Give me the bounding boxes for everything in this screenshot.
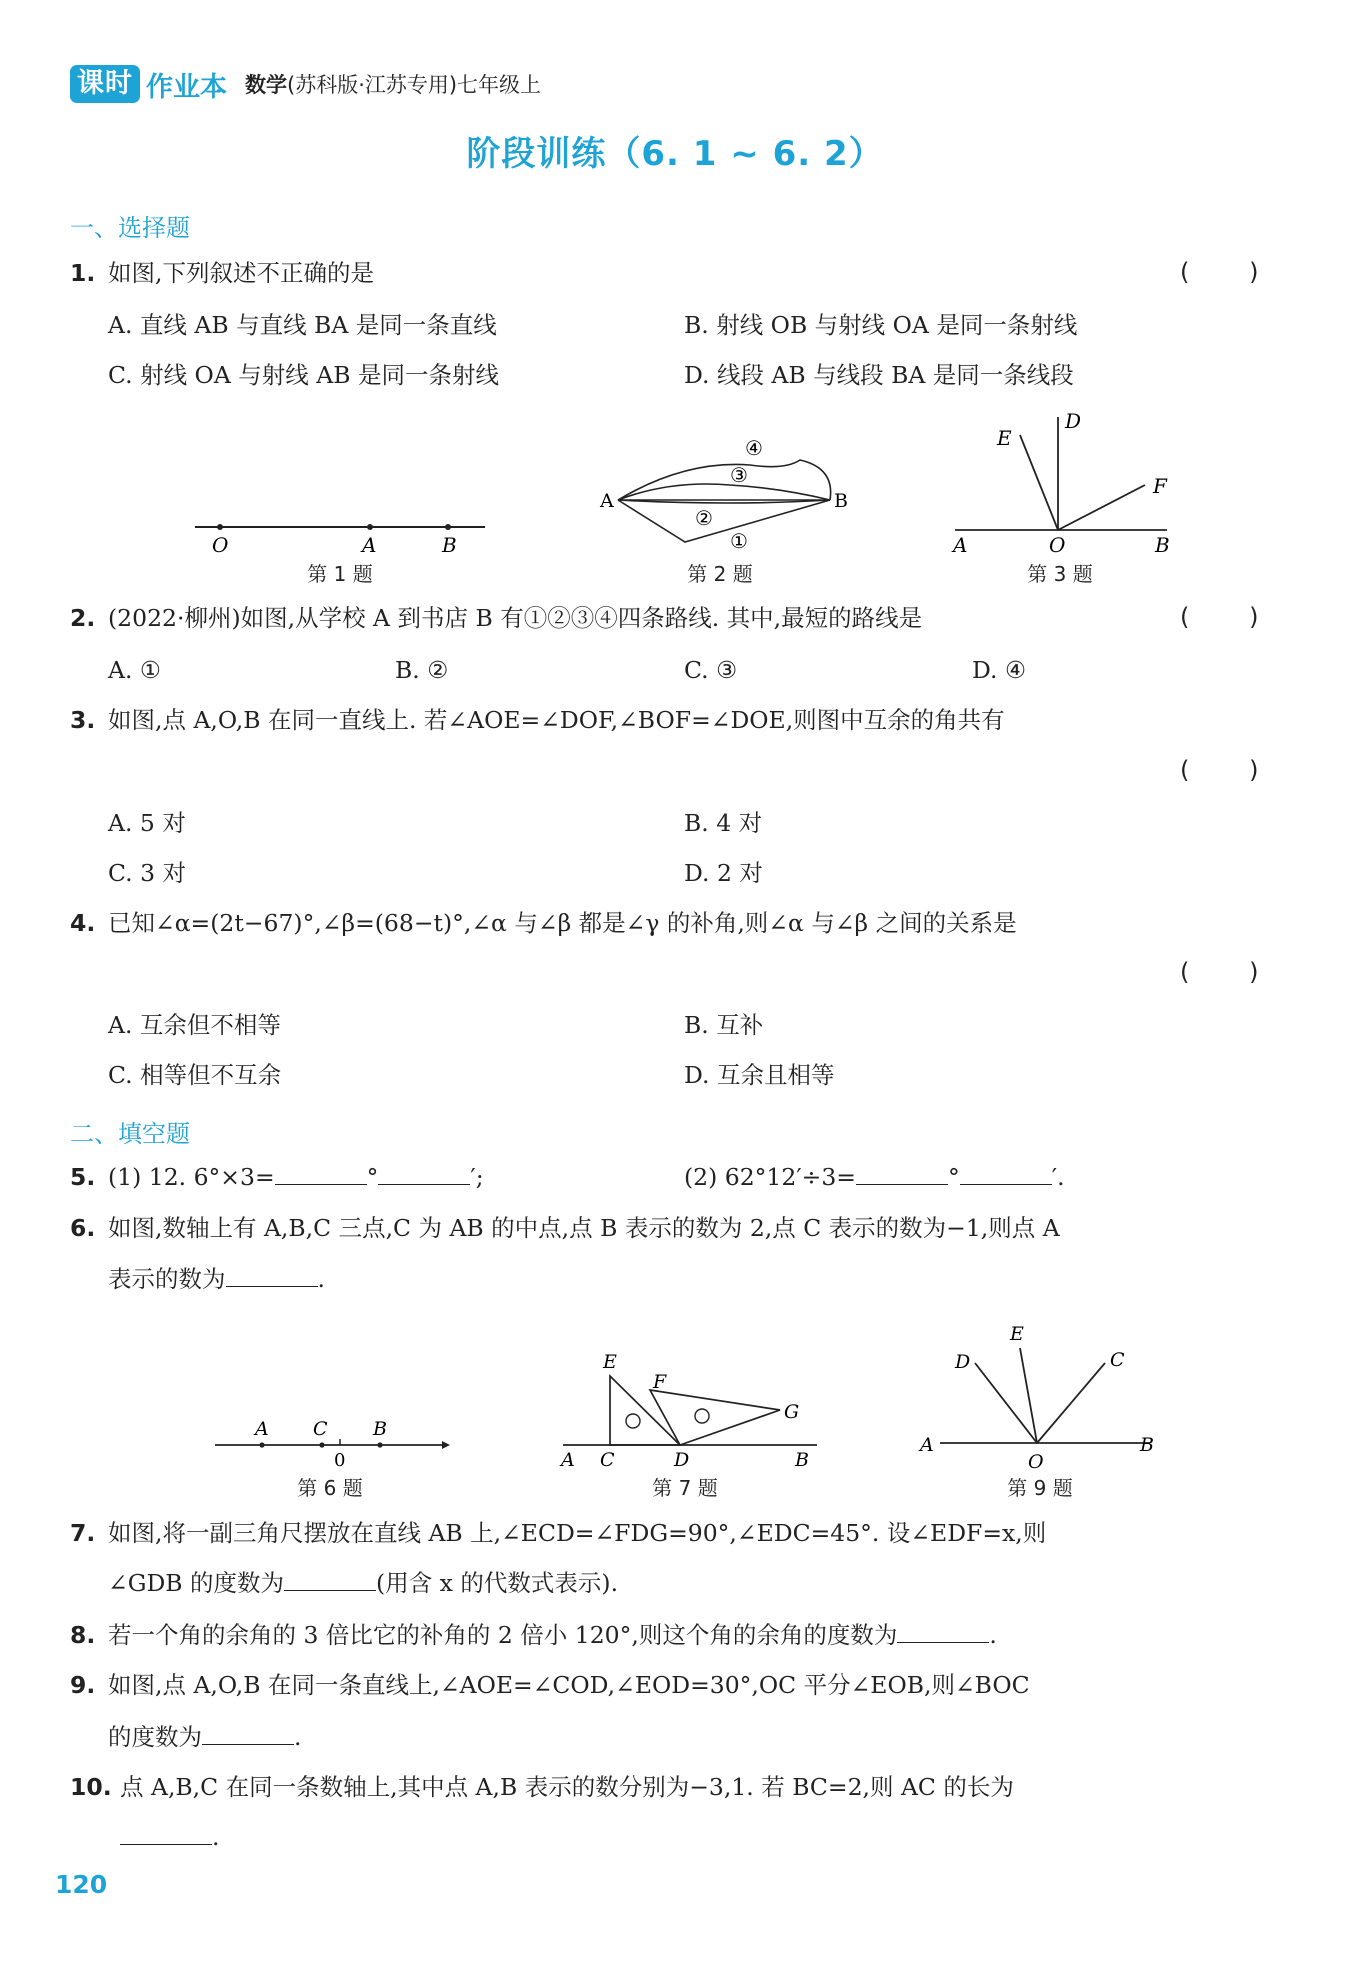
label-b: B (442, 533, 457, 557)
option-c: C. 射线 OA 与射线 AB 是同一条射线 (108, 361, 499, 389)
question-number: 8. (70, 1621, 96, 1649)
label-b: B (795, 1449, 809, 1471)
page-number: 120 (55, 1870, 108, 1899)
label-d: D (955, 1351, 971, 1373)
answer-blank[interactable] (856, 1162, 948, 1185)
answer-paren: ( ) (1180, 756, 1261, 784)
answer-blank[interactable] (378, 1162, 470, 1185)
part-2-text: (2) 62°12′÷3= (684, 1163, 856, 1191)
question-number: 5. (70, 1163, 96, 1191)
question-1 (70, 258, 374, 288)
label-e: E (1010, 1323, 1024, 1345)
answer-blank[interactable] (275, 1162, 367, 1185)
question-6 (70, 1213, 1060, 1243)
option-a: A. 互余但不相等 (108, 1011, 281, 1039)
label-f: F (653, 1371, 667, 1393)
label-b: B (373, 1418, 387, 1440)
question-9 (70, 1670, 1030, 1700)
label-a: A (362, 533, 377, 557)
subject-name: 数学 (245, 73, 287, 97)
question-10-line-2 (120, 1822, 219, 1852)
route-3: ③ (730, 463, 748, 487)
figure-9 (910, 1318, 1170, 1473)
option-d: D. ④ (972, 656, 1027, 684)
question-5 (70, 1162, 484, 1192)
question-stem: 如图,点 A,O,B 在同一直线上. 若∠AOE=∠DOF,∠BOF=∠DOE,则图中互余的角共有 (108, 706, 1005, 734)
question-4 (70, 908, 1017, 938)
label-c: C (313, 1418, 328, 1440)
option-d: D. 互余且相等 (684, 1061, 835, 1089)
question-stem: 的度数为 (108, 1723, 202, 1751)
question-2 (70, 603, 922, 633)
question-stem: (2022·柳州)如图,从学校 A 到书店 B 有①②③④四条路线. 其中,最短的路线是 (108, 604, 923, 632)
question-number: 6. (70, 1214, 96, 1242)
question-9-line-2 (108, 1722, 301, 1752)
question-7-line-2 (108, 1568, 618, 1598)
answer-paren: ( ) (1180, 258, 1261, 286)
route-4: ④ (745, 436, 763, 460)
caption-fig7: 第 7 题 (652, 1476, 718, 1500)
question-stem: 如图,将一副三角尺摆放在直线 AB 上,∠ECD=∠FDG=90°,∠EDC=45°. 设∠EDF=x,则 (108, 1519, 1047, 1547)
label-d: D (674, 1449, 690, 1471)
label-d: D (1065, 409, 1082, 433)
label-e: E (997, 426, 1012, 450)
answer-blank[interactable] (202, 1722, 294, 1745)
question-10 (70, 1772, 1014, 1802)
question-stem: 表示的数为 (108, 1265, 226, 1293)
question-stem: 如图,下列叙述不正确的是 (108, 259, 374, 287)
question-7 (70, 1518, 1046, 1548)
minute-mark: ′; (470, 1163, 484, 1191)
option-a: A. 5 对 (108, 809, 186, 837)
option-c: C. ③ (684, 656, 738, 684)
question-number: 9. (70, 1671, 96, 1699)
section-fill: 二、填空题 (70, 1120, 190, 1148)
question-stem: 若一个角的余角的 3 倍比它的补角的 2 倍小 120°,则这个角的余角的度数为 (108, 1621, 898, 1649)
question-stem: 如图,点 A,O,B 在同一条直线上,∠AOE=∠COD,∠EOD=30°,OC 平分∠EOB,则∠BOC (108, 1671, 1030, 1699)
question-3 (70, 705, 1005, 735)
caption-fig9: 第 9 题 (1007, 1476, 1073, 1500)
answer-paren: ( ) (1180, 958, 1261, 986)
period: . (317, 1265, 325, 1293)
option-a: A. 直线 AB 与直线 BA 是同一条直线 (108, 311, 497, 339)
page-title: 阶段训练（6. 1 ~ 6. 2） (466, 134, 884, 174)
question-number: 10. (70, 1773, 112, 1801)
label-g: G (784, 1401, 800, 1423)
answer-blank[interactable] (960, 1162, 1052, 1185)
question-5-part-2 (684, 1162, 1065, 1192)
question-stem: 已知∠α=(2t−67)°,∠β=(68−t)°,∠α 与∠β 都是∠γ 的补角,则∠α 与∠β 之间的关系是 (108, 909, 1017, 937)
edition-label: (苏科版·江苏专用)七年级上 (287, 73, 542, 97)
label-a: A (600, 490, 614, 512)
question-number: 7. (70, 1519, 96, 1547)
label-e: E (603, 1351, 617, 1373)
option-c: C. 相等但不互余 (108, 1061, 282, 1089)
subject-label (245, 69, 541, 99)
option-a: A. ① (108, 656, 161, 684)
question-6-line-2 (108, 1264, 325, 1294)
label-a: A (920, 1434, 934, 1456)
option-d: D. 2 对 (684, 859, 763, 887)
label-b: B (1155, 533, 1170, 557)
label-o: O (1028, 1451, 1044, 1473)
figure-7 (555, 1348, 825, 1473)
label-o: O (1049, 533, 1066, 557)
figure-1 (190, 500, 500, 560)
degree-mark: ° (947, 1163, 960, 1191)
option-d: D. 线段 AB 与线段 BA 是同一条线段 (684, 361, 1074, 389)
period: . (212, 1823, 220, 1851)
label-b: B (834, 490, 848, 512)
period: . (989, 1621, 997, 1649)
route-1: ① (730, 529, 748, 553)
minute-mark: ′. (1051, 1163, 1065, 1191)
section-choice: 一、选择题 (70, 214, 190, 242)
option-c: C. 3 对 (108, 859, 187, 887)
label-a: A (953, 533, 968, 557)
figure-6 (210, 1410, 450, 1470)
question-stem: ∠GDB 的度数为 (108, 1569, 285, 1597)
degree-mark: ° (366, 1163, 379, 1191)
option-b: B. 射线 OB 与射线 OA 是同一条射线 (684, 311, 1078, 339)
label-c: C (1110, 1349, 1125, 1371)
question-stem: (用含 x 的代数式表示). (376, 1569, 619, 1597)
answer-blank[interactable] (284, 1568, 376, 1591)
label-a: A (255, 1418, 269, 1440)
caption-fig2: 第 2 题 (687, 562, 753, 586)
answer-blank[interactable] (226, 1264, 318, 1287)
caption-fig1: 第 1 题 (307, 562, 373, 586)
logo-text: 作业本 (146, 71, 227, 103)
option-b: B. 互补 (684, 1011, 764, 1039)
question-number: 2. (70, 604, 96, 632)
header-brand (70, 64, 541, 104)
route-2: ② (695, 506, 713, 530)
question-number: 4. (70, 909, 96, 937)
part-1-text: (1) 12. 6°×3= (108, 1163, 275, 1191)
label-zero: 0 (334, 1450, 346, 1470)
question-stem: 如图,数轴上有 A,B,C 三点,C 为 AB 的中点,点 B 表示的数为 2,点 C 表示的数为−1,则点 A (108, 1214, 1060, 1242)
figure-3 (945, 405, 1175, 560)
logo-box: 课时 (70, 65, 140, 103)
option-b: B. ② (395, 656, 449, 684)
question-8 (70, 1620, 997, 1650)
answer-paren: ( ) (1180, 603, 1261, 631)
question-number: 3. (70, 706, 96, 734)
caption-fig6: 第 6 题 (297, 1476, 363, 1500)
question-number: 1. (70, 259, 96, 287)
label-a: A (561, 1449, 575, 1471)
answer-blank[interactable] (120, 1822, 212, 1845)
caption-fig3: 第 3 题 (1027, 562, 1093, 586)
label-c: C (600, 1449, 615, 1471)
option-b: B. 4 对 (684, 809, 763, 837)
label-f: F (1153, 474, 1167, 498)
period: . (294, 1723, 302, 1751)
answer-blank[interactable] (897, 1620, 989, 1643)
figure-2 (590, 430, 850, 560)
question-stem: 点 A,B,C 在同一条数轴上,其中点 A,B 表示的数分别为−3,1. 若 BC=2,则 AC 的长为 (120, 1773, 1014, 1801)
label-b: B (1140, 1434, 1154, 1456)
label-o: O (212, 533, 229, 557)
